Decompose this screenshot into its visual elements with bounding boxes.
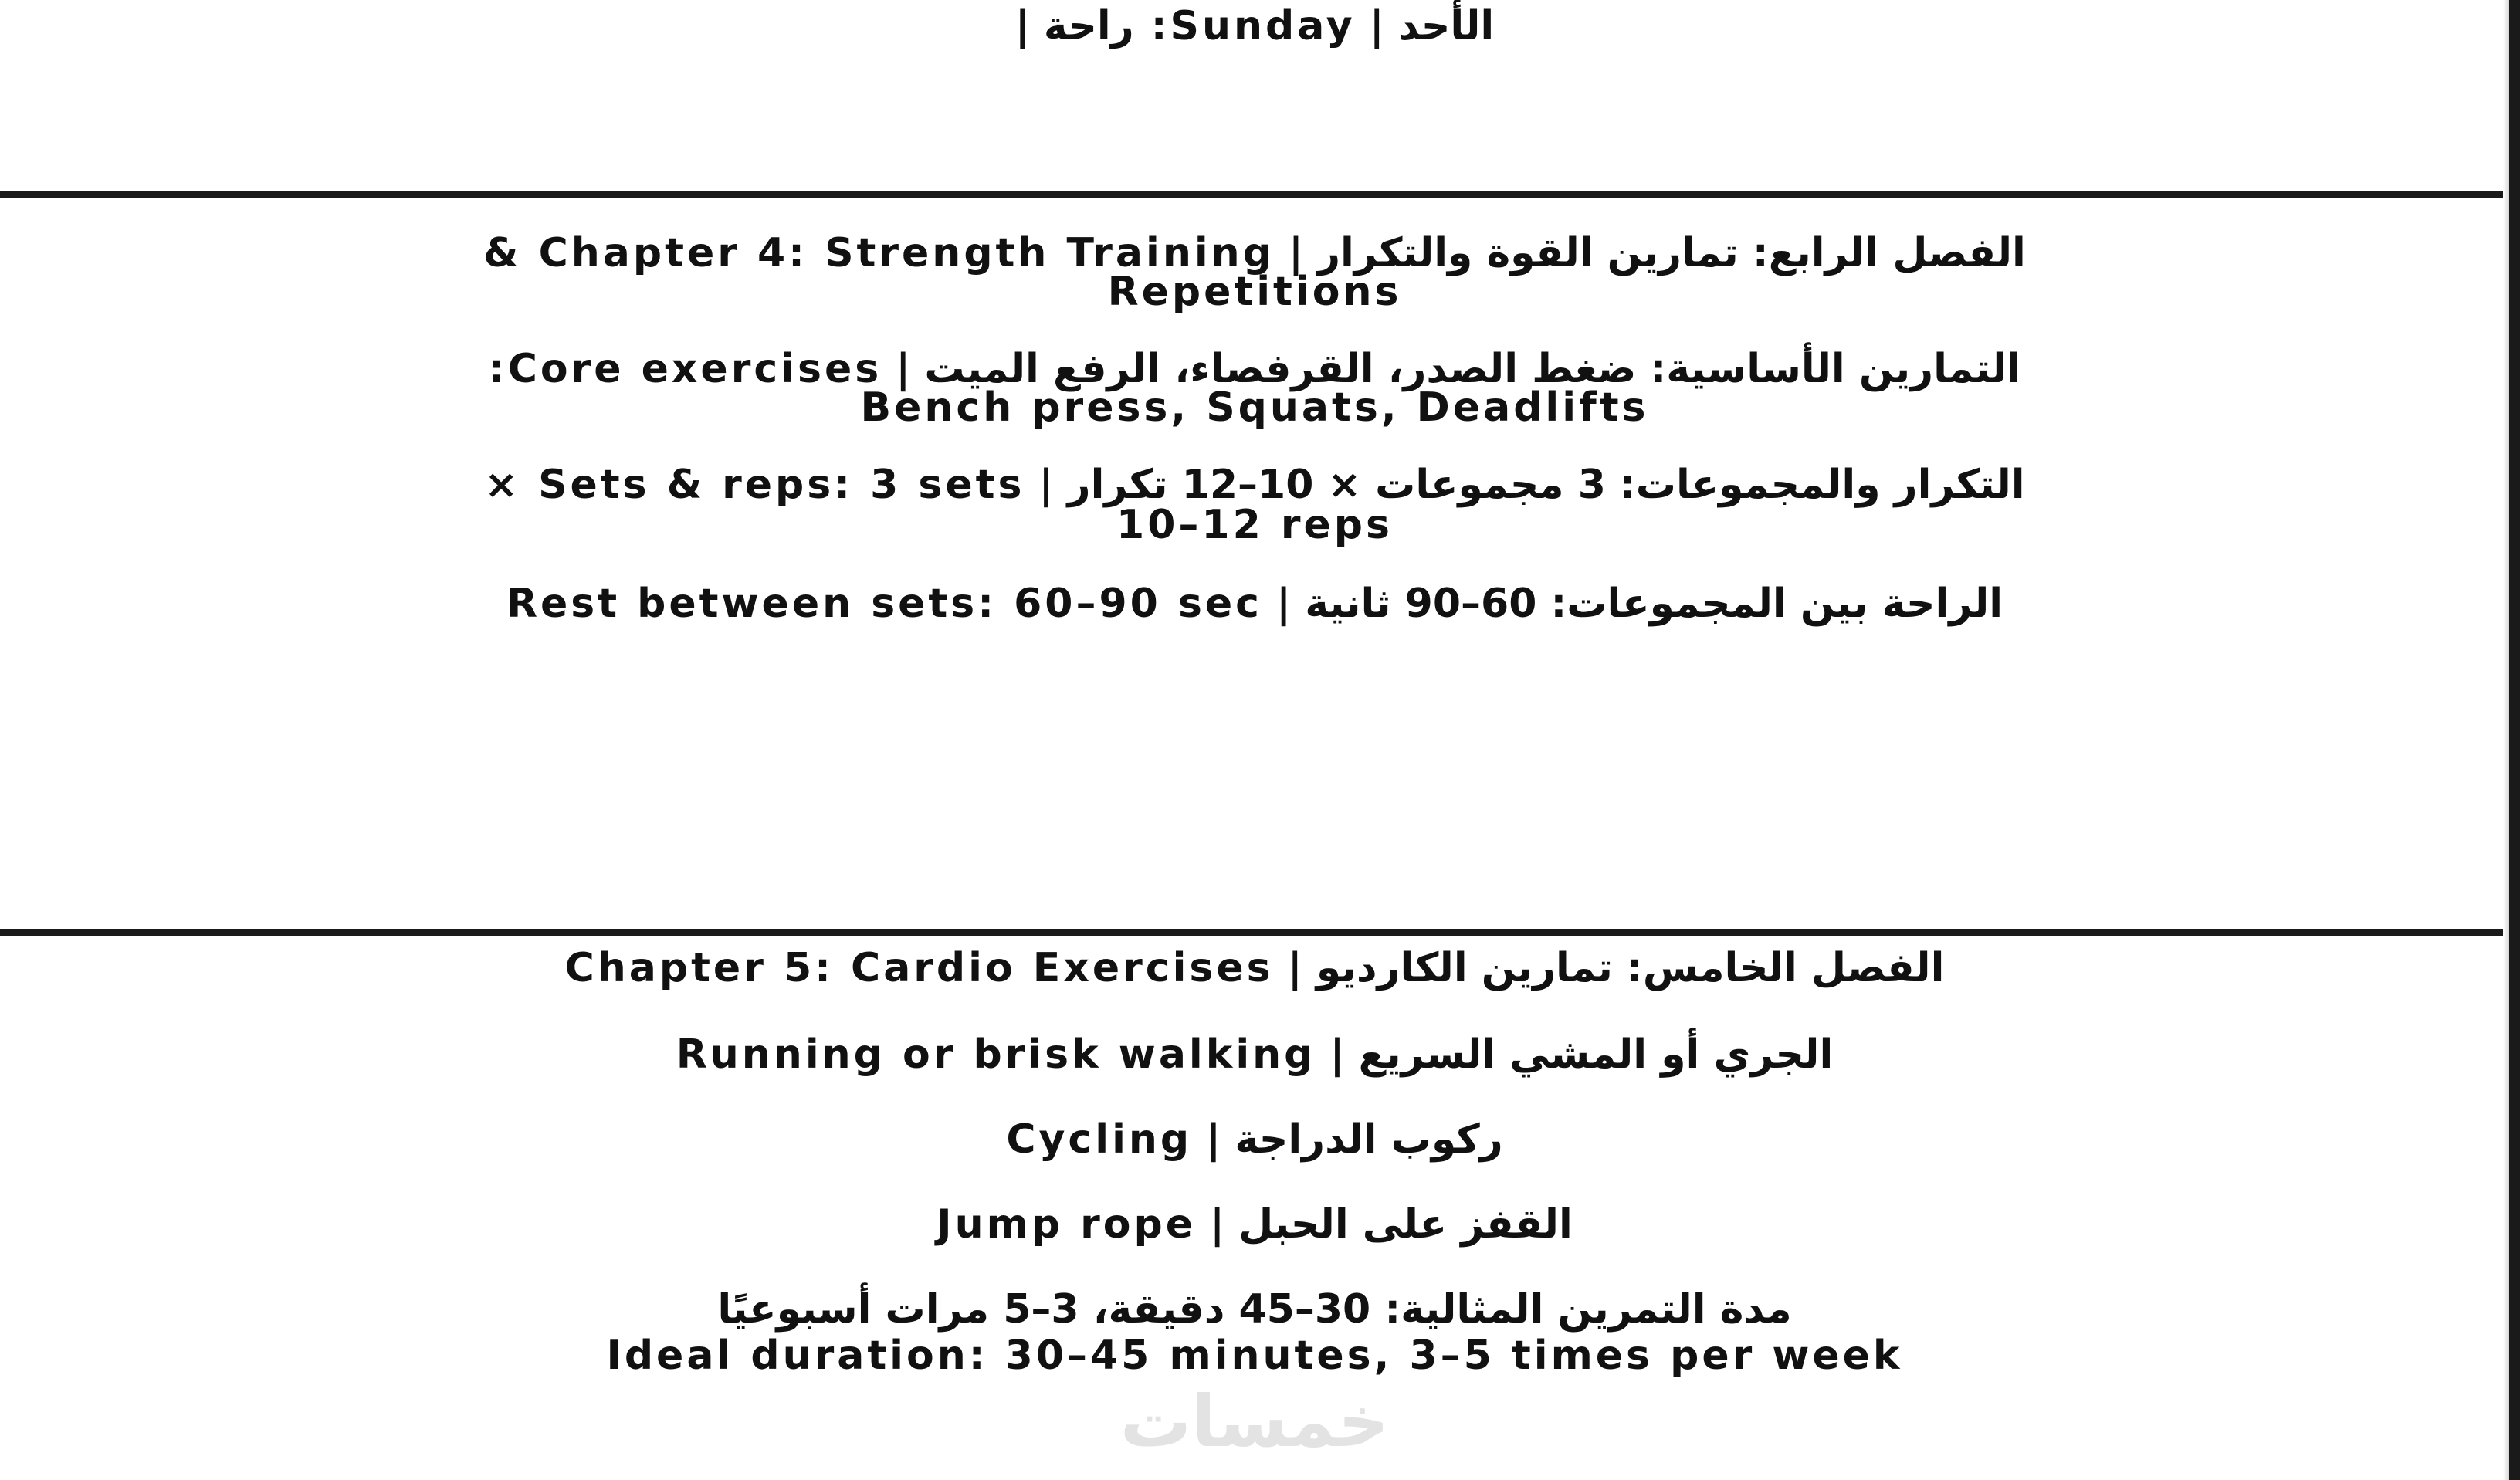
chapter4-title-line1: الفصل الرابع: تمارين القوة والتكرار | Chapter 4: Strength Training &: [483, 230, 2026, 276]
ideal-duration-english-line: Ideal duration: 30–45 minutes, 3–5 times per week: [606, 1333, 1903, 1379]
sets-reps-line2: 10–12 reps: [1116, 502, 1393, 548]
running-line: الجري أو المشي السريع | Running or brisk walking: [676, 1031, 1834, 1078]
ideal-duration-arabic-line: مدة التمرين المثالية: 30–45 دقيقة، 3–5 مرات أسبوعيًا: [717, 1286, 1792, 1333]
jump-rope-line: القفز على الحبل | Jump rope: [937, 1201, 1573, 1248]
page-right-edge: [2509, 0, 2520, 1480]
section-divider-bottom: [0, 929, 2509, 936]
core-exercises-line1: التمارين الأساسية: ضغط الصدر، القرفصاء، الرفع الميت | Core exercises:: [488, 346, 2021, 392]
cycling-line: ركوب الدراجة | Cycling: [1006, 1116, 1503, 1163]
watermark-logo: خمسات: [1119, 1380, 1390, 1463]
sets-reps-line1: التكرار والمجموعات: 3 مجموعات × 10–12 تكرار | Sets & reps: 3 sets ×: [484, 462, 2025, 508]
core-exercises-line2: Bench press, Squats, Deadlifts: [860, 384, 1649, 431]
chapter4-title-line2: Repetitions: [1107, 269, 1402, 315]
section-divider-top: [0, 191, 2509, 198]
sunday-rest-line: الأحد | Sunday: راحة |: [1014, 3, 1495, 49]
chapter5-title: الفصل الخامس: تمارين الكارديو | Chapter 5: Cardio Exercises: [564, 945, 1945, 991]
rest-between-sets-line: الراحة بين المجموعات: 60–90 ثانية | Rest between sets: 60–90 sec: [506, 581, 2003, 627]
